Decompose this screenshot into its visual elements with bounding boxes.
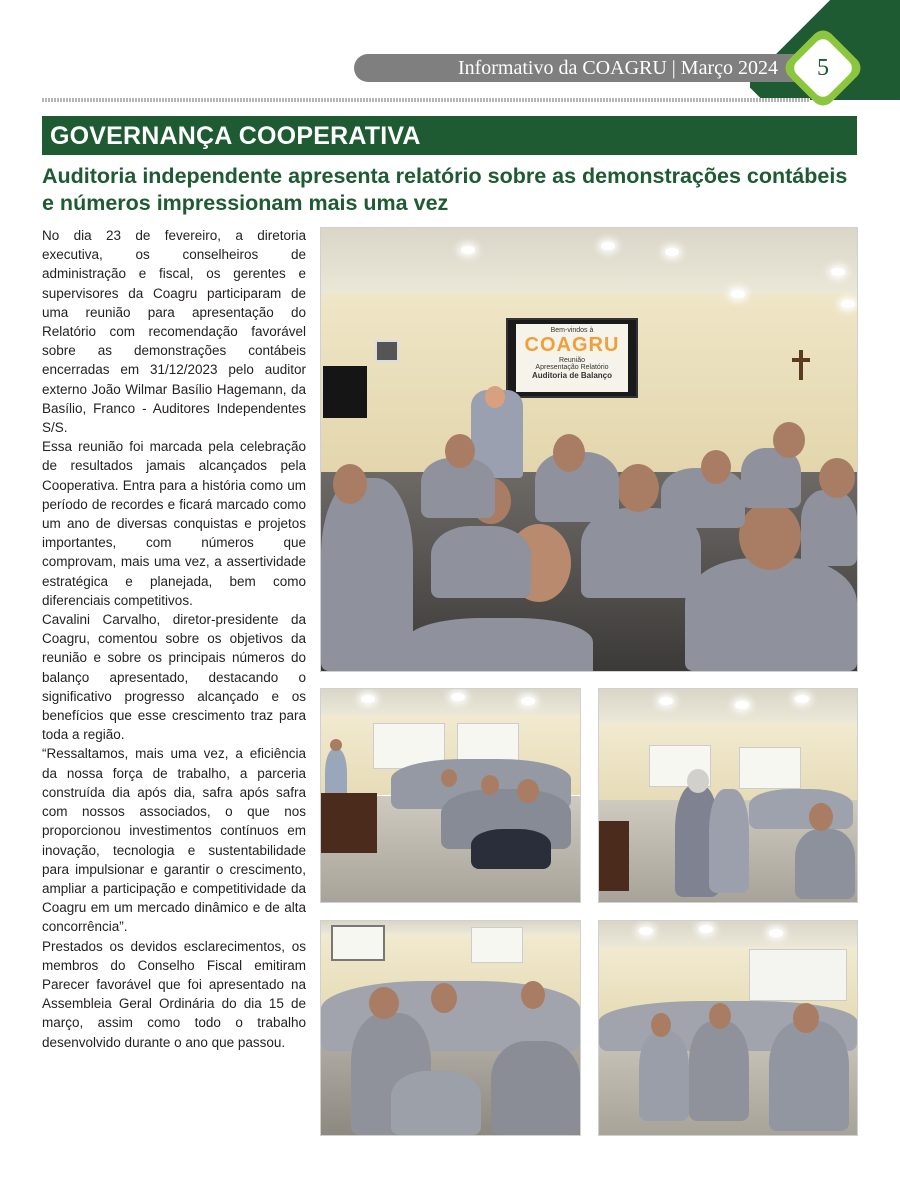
screen-welcome: Bem-vindos à (550, 327, 594, 334)
article-paragraph: Cavalini Carvalho, diretor-presidente da Coagru, comentou sobre os objetivos da reunião e sobre os principais números do balanço apresentado, destacando o significativo progresso alcançado e os benefícios que esse crescimento traz para toda a região. (42, 612, 306, 743)
photo-audience-wide (320, 920, 581, 1136)
article-paragraph: Essa reunião foi marcada pela celebração de resultados jamais alcançados pela Cooperativa. Entra para a história como um período de recordes e ficará marcado como um ano de diversas conquistas e projetos importantes, com números que comprovam, mais uma vez, a assertividade estratégica e planejada, bem como diferenciais competitivos. (42, 439, 306, 608)
photo-audience-left (320, 688, 581, 903)
screen-line: Reunião (558, 357, 586, 364)
article-paragraph: Prestados os devidos esclarecimentos, os membros do Conselho Fiscal emitiram Parecer favorável que foi apresentado na Assembleia Geral Ordinária do dia 15 de março, assim como todo o trabalho desenvolvido durante o ano que passou. (42, 938, 306, 1050)
publication-header: Informativo da COAGRU | Março 2024 (354, 54, 814, 82)
wall-frame (375, 340, 399, 362)
article-body (42, 226, 306, 1052)
screen-line: Auditoria de Balanço (531, 371, 612, 380)
photo-main-meeting (320, 227, 858, 672)
article-paragraph: “Ressaltamos, mais uma vez, a eficiência da nossa força de trabalho, a parceria construída dia após dia, safra após safra com nossos associados, o que nos proporcionou investimentos contínuos em inovação, tecnologia e sustentabilidade para impulsionar e garantir o crescimento, ampliar a participação e competitividade da Coagru em um mercado dinâmico e de alta concorrência”. (42, 746, 306, 935)
photo-greeting (598, 688, 858, 903)
article-paragraph: No dia 23 de fevereiro, a diretoria executiva, os conselheiros de administração e fiscal, os gerentes e supervisores da Coagru participaram de uma reunião para apresentação do Relatório com recomendação favorável sobre as demonstrações contábeis encerradas em 31/12/2023 pelo auditor externo João Wilmar Basílio Hagemann, da Basílio, Franco - Auditores Independentes S/S. (42, 228, 306, 436)
header-divider (42, 98, 810, 102)
screen-brand: COAGRU (524, 334, 620, 356)
section-title: GOVERNANÇA COOPERATIVA (42, 116, 857, 155)
cross-icon (799, 350, 803, 380)
screen-line: Apresentação Relatório (535, 364, 609, 371)
tv-screen (323, 366, 367, 418)
photo-audience-right (598, 920, 858, 1136)
presentation-screen (506, 318, 638, 398)
article-headline: Auditoria independente apresenta relatório sobre as demonstrações contábeis e números impressionam mais uma vez (42, 164, 848, 215)
page-number: 5 (817, 55, 829, 81)
